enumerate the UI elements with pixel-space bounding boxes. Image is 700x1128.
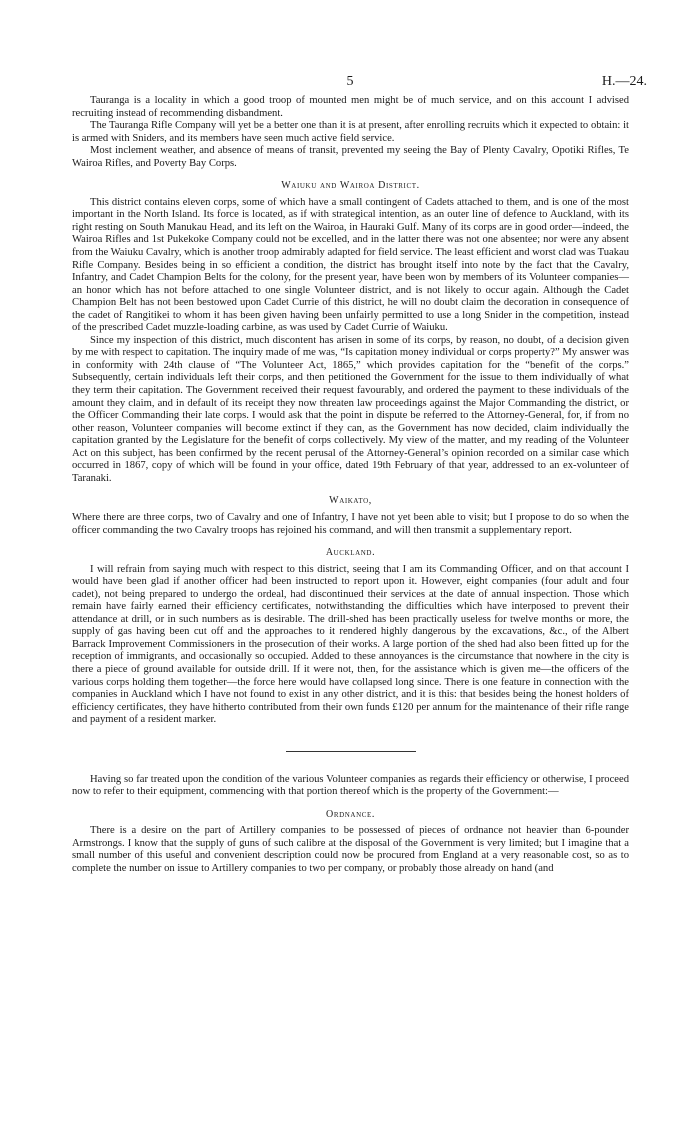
section-heading-waikato: Waikato, (329, 495, 372, 507)
paragraph-inclement-weather: Most inclement weather, and absence of means of transit, prevented my seeing the Bay of Plenty Cavalry, Opotiki Rifles, Te Wairoa Rifles, and Poverty Bay Corps. (72, 145, 629, 169)
paragraph-equipment-transition: Having so far treated upon the condition of the various Volunteer companies as regards their efficiency or otherwise, I proceed now to refer to their equipment, commencing with that portion thereof which is the property of the Government:— (72, 773, 629, 798)
paragraph-waikato: Where there are three corps, two of Cavalry and one of Infantry, I have not yet been able to visit; but I propose to do so when the officer commanding the two Cavalry troops has rejoined his command, and will then transmit a supplementary report. (72, 511, 629, 536)
paragraph-auckland: I will refrain from saying much with respect to this district, seeing that I am its Commanding Officer, and on that account I would have been glad if another officer had been instructed to report upon it. However, eight companies (four adult and four cadet), not being prepared to undergo the ordeal, had discontinued their services at the date of annual inspection. Those which remain have fairly earned their efficiency certificates, notwithstanding the difficulties which have interposed to prevent their attendance at drill, or in such numbers as is desirable. The drill-shed has been practically useless for twelve months or more, the supply of gas having been cut off and the approaches to it rendered highly dangerous by the excavations, &c., of the Albert Barrack Improvement Commissioners in the prosecution of their works. A large portion of the shed had also been fitted up for the reception of immigrants, and occasionally so occupied. Added to these annoyances is the circumstance that nowhere in the city is there a piece of ground available for outside drill. If it were not, then, for the assistance which is given me—the officers of the various corps holding them together—the force here would have collapsed long since. There is one feature in connection with the companies in Auckland which I have not found to exist in any other district, and it is this: that besides being the honest holders of efficiency certificates, they have hitherto contributed from their own funds £120 per annum for the maintenance of their rifle range and payment of a resident marker. (72, 563, 629, 726)
document-body (72, 95, 629, 876)
paragraph-ordnance: There is a desire on the part of Artillery companies to be possessed of pieces of ordnance not heavier than 6-pounder Armstrongs. I know that the supply of guns of such calibre at the disposal of the Government is very limited; but I imagine that a small number of this useful and convenient description could now be procured from England at a very reasonable cost, so as to complete the number on issue to Artillery companies to two per company, or probably those already on hand (and (72, 825, 629, 874)
paragraph-tauranga-rifles: The Tauranga Rifle Company will yet be a better one than it is at present, after enrolling recruits which it expected to obtain: it is armed with Sniders, and its members have seen much active field service. (72, 120, 629, 144)
section-divider (286, 751, 416, 752)
section-heading-ordnance: Ordnance. (326, 808, 375, 820)
document-reference: H.—24. (601, 74, 647, 89)
section-heading-waiuku: Waiuku and Wairoa District. (281, 180, 420, 192)
paragraph-tauranga-troop: Tauranga is a locality in which a good troop of mounted men might be of much service, and on this account I advised recruiting instead of recommending disbandment. (72, 95, 629, 119)
page-number: 5 (346, 74, 354, 89)
section-heading-auckland: Auckland. (325, 547, 376, 559)
paragraph-waiuku-district: This district contains eleven corps, some of which have a small contingent of Cadets attached to them, and is one of the most important in the North Island. Its force is located, as if with strategical intention, as an outer line of defence to Auckland, with its right resting on South Manukau Head, and its left on the Wairoa, in Hauraki Gulf. Many of its corps are in good order—indeed, the Wairoa Rifles and 1st Pukekoke Company could not be excelled, and in the latter there was not one absentee; nor were any absent from the Waiuku Cavalry, which is another troop admirably adapted for field service. The least efficient and worst clad was Tuakau Rifle Company. Besides being in so efficient a condition, the district has brought itself into note by the fact that the Cavalry, Infantry, and Cadet Champion Belts for the colony, for the present year, have been won by members of its Volunteer companies—an honor which has not before attached to one single Volunteer district, and is not likely to occur again. Although the Cadet Champion Belt has not been bestowed upon Cadet Currie of this district, he will no doubt claim the decoration in consequence of the cadet of Rangitikei to whom it has been given having been unfairly permitted to use a long Snider in the competition, instead of the prescribed Cadet muzzle-loading carbine, as was used by Cadet Currie of Waiuku. (72, 196, 629, 334)
paragraph-capitation: Since my inspection of this district, much discontent has arisen in some of its corps, by reason, no doubt, of a decision given by me with respect to capitation. The inquiry made of me was, “Is capitation money individual or corps property?” My answer was in conformity with 24th clause of “The Volunteer Act, 1865,” which provides capitation for the “benefit of the corps.” Subsequently, certain individuals left their corps, and then petitioned the Government for the issue to them individually of what they term their capitation. The Government received their request favourably, and ordered the payment to these individuals of the amount they claim, and in default of its receipt they now threaten law proceedings against the Major Commanding the district, or the Officer Commanding their late corps. I would ask that the point in dispute be referred to the Attorney-General, for, if from no other reason, Volunteer companies will become extinct if they can, as the Government has now decided, claim individually the capitation granted by the Legislature for the benefit of corps collectively. My view of the matter, and my reading of the Volunteer Act on this subject, has been confirmed by the recent perusal of the Attorney-General’s opinion recorded on a similar case which occurred in 1867, copy of which will be found in your office, dated 19th February of that year, addressed to an ex-volunteer of Taranaki. (72, 334, 629, 484)
